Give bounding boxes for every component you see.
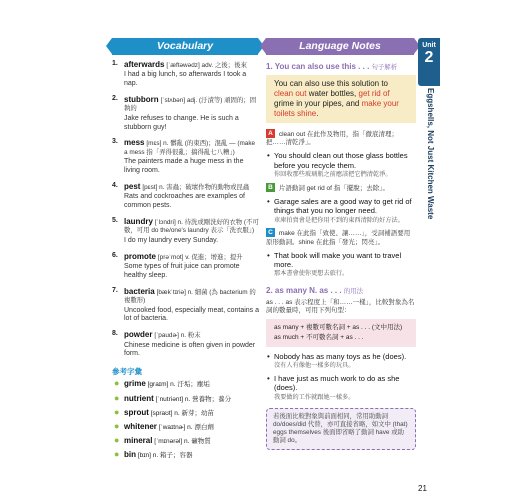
bullet-icon: ● (114, 449, 120, 460)
example-zh: 那本書會使你更想去旅行。 (274, 270, 349, 278)
vocab-number: 4. (112, 181, 118, 189)
example-en: • That book will make you want to travel more. (274, 250, 402, 269)
vocab-entry (112, 138, 260, 175)
reference-word: whitener (124, 421, 157, 431)
note-a-text: clean out 在此作及物用，指「徹底清理；把……清乾淨」。 (266, 131, 398, 147)
highlight-make-shine: make your toilets shine (274, 99, 399, 118)
sentence-part: You can also use this solution to (274, 79, 389, 88)
reference-definition: [ˈmɪnərəl] n. 礦物質 (154, 437, 211, 445)
vocab-number: 5. (112, 216, 118, 224)
vocab-entry (112, 287, 260, 324)
note-c (266, 228, 416, 246)
vocab-word: pest (124, 181, 141, 191)
bullet-icon: ● (114, 434, 120, 445)
sentence-part: grime in your pipes, and (274, 99, 362, 108)
reference-word: nutrient (124, 393, 154, 403)
vocab-definition: [ˈpaudɚ] n. 粉末 (154, 332, 201, 340)
notes-section-1-title (266, 62, 416, 72)
vocab-number: 6. (112, 251, 118, 259)
vocab-word: stubborn (124, 94, 159, 104)
vocab-word: promote (124, 251, 156, 261)
vocab-example: The painters made a huge mess in the living room. (124, 158, 244, 175)
section-title-en: 1. You can also use this . . . (266, 62, 370, 71)
section-2-example-1 (266, 352, 416, 370)
note-b (266, 183, 416, 193)
reference-word: mineral (124, 435, 153, 445)
vocab-word: powder (124, 330, 153, 340)
vocab-definition: [mɛs] n. 髒亂 (的東西)；混亂 — (make a mess 指「弄得很亂；搞得亂七八糟」) (124, 140, 256, 156)
vocab-number: 2. (112, 94, 118, 102)
vocab-example: Chinese medicine is often given in powder form. (124, 341, 256, 358)
tag-a-icon: A (266, 129, 275, 138)
highlight-sentence-box (266, 75, 416, 123)
reference-definition: [ˈwaɪtnɚ] n. 漂白劑 (158, 423, 214, 431)
vocab-example: Some types of fruit juice can promote healthy sleep. (124, 263, 240, 279)
example-en: • I have just as much work to do as she (does). (274, 374, 400, 393)
note-c-example (266, 251, 416, 279)
reference-word-item (112, 450, 260, 460)
bullet-icon: ● (114, 378, 120, 389)
vocab-number: 7. (112, 286, 118, 294)
section-title-zh: 的用法 (343, 288, 363, 296)
vocab-definition: [bækˈtɪriə] n. 細菌 (為 bacterium 的複數形) (124, 288, 256, 305)
vocab-entry (112, 95, 260, 132)
reference-word-item (112, 379, 260, 389)
bullet-icon: ● (114, 406, 120, 417)
example-zh: 你回收那些玻璃瓶之前應該把它們清乾淨。 (274, 171, 392, 178)
example-en: • Nobody has as many toys as he (does). (274, 351, 407, 361)
notes-section-2-title (266, 286, 416, 296)
bullet-icon: ● (114, 392, 120, 403)
vocab-word: afterwards (124, 60, 165, 69)
section-title-en: 2. as many N. as . . . (266, 286, 342, 296)
vocab-word: mess (124, 138, 145, 148)
vocab-definition: [pɛst] n. 害蟲；破壞作物的動物或昆蟲 (142, 183, 250, 191)
reference-vocab-title: 參考字彙 (112, 367, 142, 377)
vocab-example: I do my laundry every Sunday. (124, 236, 219, 244)
highlight-get-rid-of: get rid of (358, 89, 390, 98)
vocab-number: 1. (112, 60, 118, 67)
reference-definition: [ˈnutriənt] n. 營養物；養分 (155, 395, 232, 403)
language-notes-column (266, 60, 416, 450)
formula-1: as many + 複數可數名詞 + as . . . (文中用法) (274, 324, 403, 332)
tag-c-icon: C (266, 228, 275, 237)
vocab-entry (112, 330, 260, 359)
reference-word-item (112, 422, 260, 432)
side-title-text: Eggshells, Not Just Kitchen Waste (426, 88, 435, 220)
example-en: • Garage sales are a good way to get rid of things that you no longer need. (274, 196, 412, 216)
vocab-word: laundry (124, 216, 153, 226)
example-zh: 車庫拍賣會是把你用不到的東西清除的好方法。 (274, 216, 404, 224)
vocab-example: I had a big lunch, so afterwards I took a nap. (124, 71, 247, 88)
reference-word-item (112, 394, 260, 404)
vocab-word: bacteria (124, 286, 155, 296)
example-zh: 沒有人有像他一樣多的玩具。 (274, 362, 355, 370)
note-a (266, 129, 416, 147)
note-b-text: 片語動詞 get rid of 指「擺脫；去除」。 (278, 184, 389, 192)
example-en: • You should clean out those glass bottles before you recycle them. (274, 151, 408, 170)
language-notes-header: Language Notes (266, 38, 414, 55)
note-a-example (266, 151, 416, 179)
unit-label: Unit (422, 42, 436, 49)
formula-2: as much + 不可數名詞 + as . . . (274, 334, 364, 342)
vocab-definition: [ˈæftəwədz] adv. 之後；後來 (166, 62, 247, 69)
sentence-part: water bottles, (306, 89, 359, 98)
vocab-definition: [ˈlɔndri] n. 待洗或剛洗好的衣物 (不可數，可用 do the/one's laundry 表示「洗衣服」) (124, 218, 259, 235)
reference-definition: [graɪm] n. 汙垢；塵垢 (147, 381, 210, 389)
vocab-entry (112, 60, 260, 89)
reference-word: bin (124, 450, 136, 460)
bullet-icon: ● (114, 420, 120, 431)
vocab-entry (112, 252, 260, 281)
section-title-zh: 句子解析 (371, 64, 398, 71)
tip-box: 若後面比較對象與前面相同，常用助動詞 do/does/did 代替，亦可直接省略，如文中 (that) eggs themselves 後面即省略了動詞 have 或助動詞 do。 (266, 408, 416, 450)
highlight-clean-out: clean out (274, 89, 307, 98)
reference-word-item (112, 408, 260, 418)
reference-word: sprout (124, 407, 149, 417)
vocab-entry (112, 217, 260, 246)
vocab-number: 3. (112, 138, 118, 146)
tag-b-icon: B (266, 183, 275, 192)
side-title (412, 88, 444, 288)
vocab-example: Jake refuses to change. He is such a stubborn guy! (124, 114, 239, 131)
sentence-part: . (316, 109, 319, 118)
reference-word-item (112, 436, 260, 446)
vocab-example: Rats and cockroaches are examples of common pests. (124, 193, 246, 210)
vocab-definition: [prəˈmot] v. 促進；增進；提升 (157, 253, 243, 261)
vocabulary-column (112, 60, 260, 464)
unit-tab (418, 38, 440, 86)
reference-definition: [bɪn] n. 箱子；容器 (137, 452, 193, 460)
vocabulary-header: Vocabulary (112, 38, 258, 55)
unit-number: 2 (424, 49, 434, 66)
example-zh: 我要做的工作就跟她一樣多。 (274, 393, 355, 401)
vocab-definition: [ˈstʌbən] adj. (汙漬等) 頑固的；固執的 (124, 96, 257, 113)
page-number: 21 (418, 484, 427, 493)
formula-box (266, 319, 416, 347)
vocab-entry (112, 182, 260, 211)
vocab-example: Uncooked food, especially meat, contains a lot of bacteria. (124, 306, 260, 323)
reference-word: grime (124, 379, 146, 389)
reference-definition: [spraʊt] n. 新芽；幼苗 (150, 409, 214, 417)
vocab-number: 8. (112, 330, 118, 338)
note-c-text: make 在此指「致使、讓……」，受詞補語要用原形動詞。shine 在此指「發光；閃亮」。 (266, 230, 411, 246)
note-b-example (266, 197, 416, 225)
section-2-example-2 (266, 374, 416, 402)
section-2-text: as . . . as 表示程度上「和……一樣」，比較對象為名詞的數量時，可用下列句型： (266, 299, 415, 315)
